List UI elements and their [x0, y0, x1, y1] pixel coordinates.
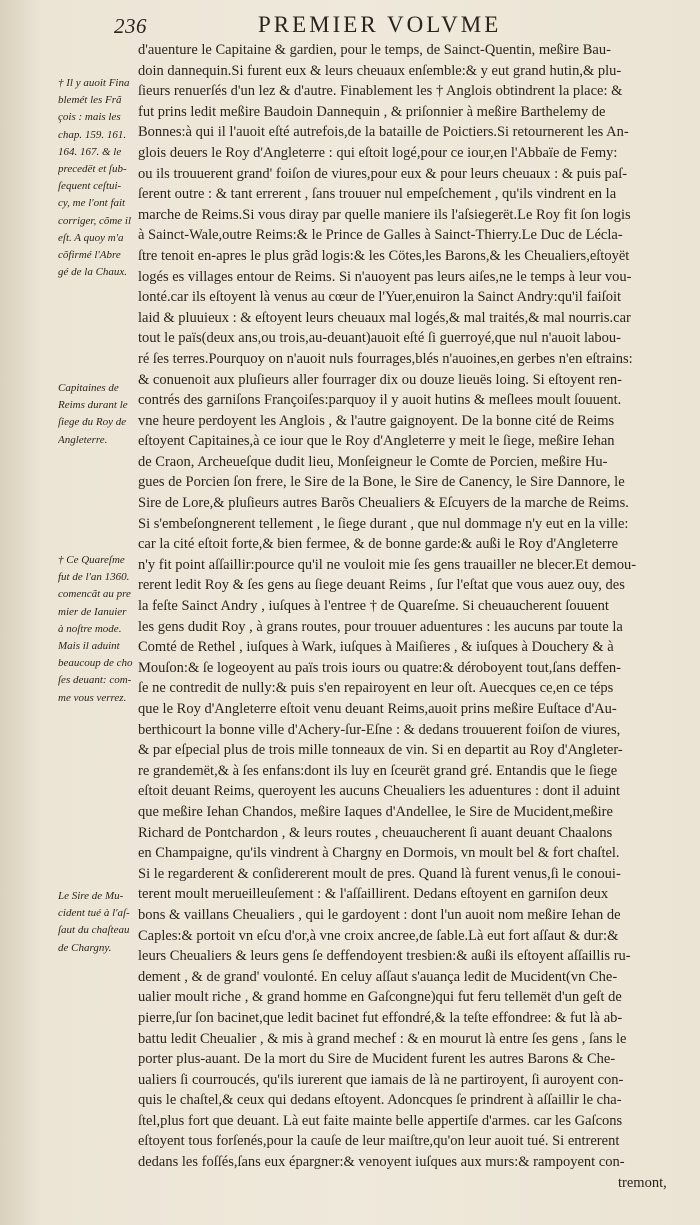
- text-line: Comté de Rethel , iuſques à Wark, iuſques à Maiſieres , & iuſques à Douchery & à: [138, 639, 614, 656]
- text-line: re grandemët,& à ſes enfans:dont ils luy en ſceurët grand gré. Entandis que le ſiege: [138, 762, 618, 779]
- margin-note-line: Capitaines de: [58, 382, 119, 394]
- text-line: à Sainct-Wale,outre Reims:& le Prince de Galles à Sainct-Thierry.Le Duc de Lécla-: [138, 227, 623, 244]
- text-line: dedans les foſſés,ſans eux épargner:& venoyent iuſques aux murs:& rampoyent con-: [138, 1154, 625, 1171]
- text-line: vne heure perdoyent les Anglois , & l'autre gaignoyent. De la bonne cité de Reims: [138, 412, 615, 429]
- text-line: tout le païs(deux ans,ou trois,au-deuant)auoit eſté ſi guerroyé,que nul n'auoit labou-: [138, 330, 621, 347]
- margin-note-line: cy, me l'ont fait: [58, 197, 126, 210]
- text-line: laid & pluuieux : & eſtoyent leurs cheuaux mal logés,& mal traités,& mal nourris.car: [138, 309, 631, 326]
- margin-note-line: blemét les Frã: [58, 94, 122, 107]
- text-line: leurs Cheualiers & leurs gens ſe deffendoyent tresbien:& außi ils eſtoyent aſſaillis ru-: [138, 948, 631, 965]
- text-line: Caples:& portoit vn eſcu d'or,à vne croix ancree,de ſable.Là eut fort aſſaut & dur:&: [138, 927, 619, 944]
- margin-note-line: corriger, cõme il: [58, 214, 132, 227]
- margin-note-line: † Ce Quareſme: [58, 554, 125, 566]
- text-line: & conuenoit aux pluſieurs aller fourrager dix ou douze lieuës loing. Si eſtoyent ren-: [138, 371, 623, 388]
- margin-note-line: mier de Ianuier: [58, 605, 127, 618]
- text-line: dement , & de grand' voulonté. En celuy aſſaut s'auança ledit de Mucident(vn Che-: [138, 968, 618, 985]
- text-line: de Craon, Archeueſque dudit lieu, Monſeigneur le Comte de Porcien, meßire Hu-: [138, 453, 608, 470]
- text-line: contrés des garniſons Françoiſes:parquoy il y auoit hutins & meſlees moult ſouuent.: [138, 392, 622, 409]
- text-line: & par eſpecial plus de trois mille tonneaux de vin. Si en departit au Roy d'Angleter-: [138, 742, 623, 759]
- margin-note-line: Le Sire de Mu-: [58, 890, 124, 902]
- text-line: doin dannequin.Si furent eux & leurs cheuaux enſemble:& y eut grand hutin,& plu-: [138, 62, 622, 79]
- margin-note-line: Reims durant le: [58, 399, 128, 412]
- text-line: tremont,: [618, 1174, 667, 1191]
- text-line: les gens dudit Roy , à grans routes, pour trouuer aduentures : les aucuns par toute la: [138, 618, 623, 635]
- margin-note-line: precedët et ſub-: [58, 162, 127, 175]
- running-title: PREMIER VOLVME: [258, 12, 502, 37]
- text-line: ſe ne contredit de nully:& puis s'en repairoyent en leur oſt. Auecques ce,en ce téps: [138, 680, 614, 697]
- text-line: la feſte Sainct Andry , iuſques à l'entree † de Quareſme. Si cheuaucherent ſouuent: [138, 598, 609, 615]
- text-line: bons & vaillans Cheualiers , qui le gardoyent : dont l'un auoit nom meßire Iehan de: [138, 906, 621, 923]
- text-line: car la cité eſtoit forte,& bien fermee, & de bonne garde:& außi le Roy d'Angleterre: [138, 536, 619, 553]
- text-line: marche de Reims.Si vous diray par quelle maniere ils l'aſsiegerët.Le Roy fit ſon logis: [138, 206, 631, 223]
- text-line: ſerent outre : & tant errerent , ſans trouuer nul empeſchement , qu'ils vindrent en la: [138, 186, 617, 203]
- margin-note-sire-mucident: [58, 888, 138, 957]
- margin-note-line: gé de la Chaux.: [58, 266, 128, 279]
- margin-note-line: cident tué à l'aſ-: [58, 907, 130, 920]
- margin-note-line: çois : mais les: [58, 111, 121, 124]
- text-line: ſtel,plus fort que deuant. Là eut faite mainte belle appertiſe d'armes. car les Gaſcons: [138, 1112, 623, 1129]
- text-line: ualier moult riche , & grand homme en Gaſcongne)qui fut feru tellemët d'un geſt de: [138, 989, 622, 1006]
- text-line: gues de Porcien ſon frere, le Sire de la Bone, le Sire de Canency, le Sire Dannore, le: [138, 474, 625, 491]
- text-line: porter plus-auant. De la mort du Sire de Mucident furent les autres Barons & Che-: [138, 1051, 616, 1068]
- margin-note-line: fut de l'an 1360.: [58, 571, 130, 584]
- text-line: n'y fit point aſſaillir:pource qu'il ne vouloit mie ſes gens trauailler ne blecer.Et demou-: [138, 556, 637, 573]
- text-line: eſtoit deuant Reims, queroyent les aucuns Cheualiers les aduentures : dont il aduint: [138, 783, 621, 800]
- text-line: rerent ledit Roy & ſes gens au ſiege deuant Reims , ſur l'eſtat que vous auez ouy, des: [138, 577, 625, 594]
- text-line: en Champaigne, qu'ils vindrent à Chargny en Dormois, vn moult bel & fort chaſtel.: [138, 845, 620, 862]
- text-line: fut prins ledit meßire Baudoin Dannequin , & priſonnier à meßire Barthelemy de: [138, 103, 606, 120]
- text-line: que le Roy d'Angleterre eſtoit venu deuant Reims,auoit prins meßire Euſtace d'Au-: [138, 701, 617, 717]
- text-line: eſtoyent tous forſenés,pour la cauſe de leur maiſtre,qu'on leur auoit tué. Si entrerent: [138, 1133, 620, 1150]
- page-header: [0, 8, 700, 40]
- text-line: pierre,ſur ſon bacinet,que ledit bacinet fut effondré,& la teſte effondree: & fut là ab-: [138, 1009, 623, 1026]
- margin-note-line: 164. 167. & le: [58, 145, 122, 158]
- text-line: logés es villages entour de Reims. Si n'auoyent pas leurs aiſes,ne le temps à leur vou-: [138, 268, 632, 285]
- margin-note-line: cõfirmé l'Abre: [58, 248, 121, 261]
- text-line: ſtre tenoit en-apres le plus grãd logis:& les Cötes,les Barons,& les Cheualiers,eſtoyët: [138, 247, 630, 264]
- text-line: Si s'embeſongnerent tellement , le ſiege durant , que nul dommage n'y eut en la ville:: [138, 515, 629, 532]
- margin-note-capitaines-reims: [58, 380, 138, 449]
- margin-note-line: Mais il aduint: [58, 639, 120, 652]
- margin-note-quaresme: [58, 552, 138, 707]
- text-line: terent moult merueilleuſement : & l'aſſaillirent. Dedans eſtoyent en garniſon deux: [138, 886, 609, 903]
- text-line: que meßire Iehan Chandos, meßire Iaques d'Andellee, le Sire de Mucident,meßire: [138, 803, 613, 820]
- margin-note-line: ſes deuant: com-: [58, 674, 132, 687]
- margin-note-line: à noſtre mode.: [58, 622, 122, 635]
- text-line: ualiers ſi courroucés, qu'ils iurerent que iamais de là ne partiroyent, ſi auroyent con-: [138, 1071, 624, 1088]
- margin-note-line: ſaut du chaſteau: [58, 924, 130, 937]
- margin-note-line: comencãt au pre: [58, 588, 131, 601]
- text-line: Si le regarderent & conſidererent moult de pres. Quand là furent venus,ſi le conoui-: [138, 865, 621, 882]
- text-line: ſieurs renuerſés d'un lez & d'autre. Finablement les † Anglois obtindrent la place: &: [138, 83, 623, 100]
- margin-note-line: ſequent ceſtui-: [58, 180, 122, 193]
- text-line: ré ſes terres.Pourquoy on n'auoit nuls fourrages,blés n'auoines,en gerbes n'en eſtrains:: [138, 350, 633, 367]
- text-line: Mouſon:& ſe logeoyent au païs trois iours ou quatre:& déroboyent tout,ſans deffen-: [138, 659, 621, 676]
- text-line: lonté.car ils eſtoyent là venus au cœur de l'Yuer,enuiron la Sainct Andry:qu'il faiſoit: [138, 289, 622, 306]
- margin-note-line: de Chargny.: [58, 941, 112, 954]
- text-line: glois deuers le Roy d'Angleterre : qui eſtoit logé,pour ce iour,en l'Abbaïe de Femy:: [138, 144, 618, 161]
- text-line: Sire de Lore,& pluſieurs autres Barõs Cheualiers & Eſcuyers de la marche de Reims.: [138, 495, 629, 512]
- margin-note-line: † Il y auoit Fina: [58, 77, 130, 89]
- margin-note-line: ſiege du Roy de: [58, 416, 127, 429]
- margin-note-line: chap. 159. 161.: [58, 128, 127, 141]
- text-line: d'auenture le Capitaine & gardien, pour le temps, de Sainct-Quentin, meßire Bau-: [138, 42, 611, 58]
- text-line: Bonnes:à qui il l'auoit eſté autrefois,de la bataille de Poictiers.Si retournerent les An-: [138, 124, 629, 141]
- margin-note-line: Angleterre.: [58, 433, 108, 446]
- text-line: ou ils trouuerent grand' foiſon de viures,pour eux & pour leurs cheuaux : & puis paſ-: [138, 165, 628, 182]
- text-line: eſtoyent Capitaines,à ce iour que le Roy d'Angleterre y meit le ſiege, meßire Iehan: [138, 433, 615, 450]
- margin-note-line: eſt. A quoy m'a: [58, 231, 124, 244]
- margin-note-line: me vous verrez.: [58, 691, 127, 704]
- text-line: Richard de Pontchardon , & leurs routes , cheuaucherent ſi auant deuant Chaalons: [138, 824, 613, 841]
- margin-note-line: beaucoup de cho: [58, 657, 133, 670]
- main-text-column: [138, 40, 692, 1193]
- text-line: quis le chaſtel,& ceux qui dedans eſtoyent. Adoncques ſe prindrent à aſſaillir le cha-: [138, 1092, 622, 1109]
- text-line: berthicourt la bonne ville d'Achery-ſur-Eſne : & dedans trouuerent foiſon de viures,: [138, 721, 621, 738]
- page-number: 236: [114, 14, 147, 38]
- margin-note-anglois: [58, 75, 138, 281]
- text-line: battu ledit Cheualier , & mis à grand mechef : & en mourut là entre ſes gens , ſans le: [138, 1030, 627, 1047]
